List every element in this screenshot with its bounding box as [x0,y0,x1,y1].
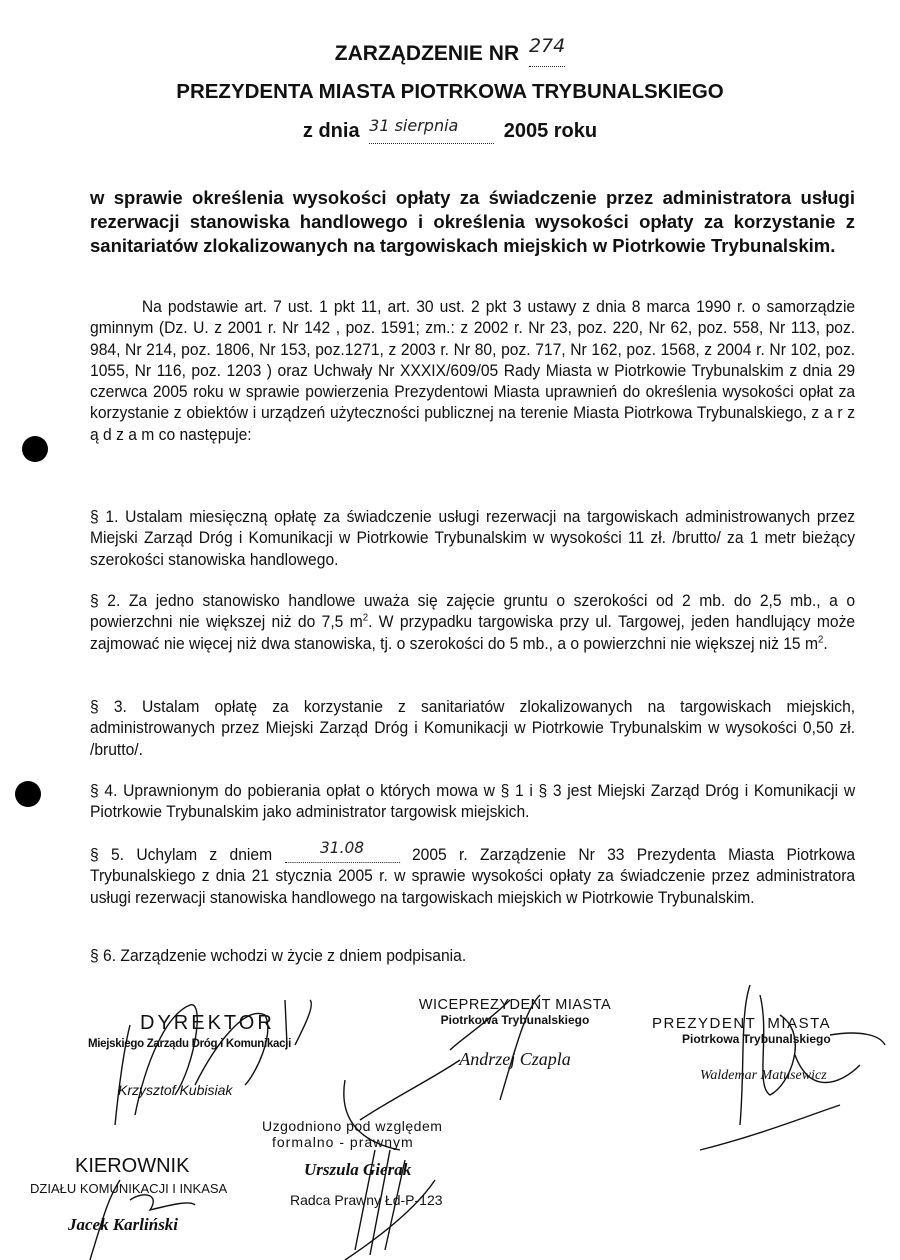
preamble: Na podstawie art. 7 ust. 1 pkt 11, art. 30 ust. 2 pkt 3 ustawy z dnia 8 marca 1990 r. o samorządzie gminnym (Dz. U. z 2001 r. Nr 142 , poz. 1591; zm.: z 2002 r. Nr 23, poz. 220, Nr 62, poz. 558, Nr 113, poz. 984, Nr 214, poz. 1806, Nr 153, poz.1271, z 2003 r. Nr 80, poz. 717, Nr 162, poz. 1568, z 2004 r. Nr 102, poz. 1055, Nr 116, poz. 1203 ) oraz Uchwały Nr XXXIX/609/05 Rady Miasta w Piotrkowie Trybunalskim z dnia 29 czerwca 2005 roku w sprawie powierzenia Prezydentowi Miasta uprawnień do określenia wysokości opłat za korzystanie z obiektów i urządzeń użyteczności publicznej na terenie Miasta Piotrkowa Trybunalskiego, z a r z ą d z a m co następuje: [90,298,856,444]
paragraph-2-text-b: . W przypadku targowiska przy ul. Targowej, jeden handlujący może zajmować nie więcej niż dwa stanowiska, tj. o szerokości do 5 mb., a o powierzchni nie większej niż 15 m [90,613,856,653]
repeal-date-handwritten: 31.08 [320,838,365,857]
vice-president-unit: Piotrkowa Trybunalskiego [440,1013,590,1027]
head-unit: DZIAŁU KOMUNIKACJI I INKASA [30,1181,228,1196]
punch-hole [15,781,41,807]
legal-note-line1: Uzgodniono pod względem [262,1118,443,1134]
superscript: 2 [362,612,369,624]
order-number-handwritten: 274 [528,35,566,57]
paragraph-5-text-b: 2005 r. Zarządzenie Nr 33 Prezydenta Miasta Piotrkowa Trybunalskiego z dnia 21 stycznia 2005 r. w sprawie wysokości opłaty za świadczenie przez administratora usługi rezerwacji stanowiska handlowego na targowiskach miejskich w Piotrkowie Trybunalskim. [90,846,856,907]
director-unit: Miejskiego Zarządu Dróg i Komunikacji [88,1038,291,1050]
president-name: Waldemar Matusewicz [700,1068,827,1083]
date-suffix: 2005 roku [503,120,598,142]
president-unit: Piotrkowa Trybunalskiego [682,1032,831,1046]
document-date [0,116,900,144]
legal-advisor-role: Radca Prawny Łd-P-123 [290,1192,443,1208]
president-title: PREZYDENT MIASTA [652,1015,832,1032]
head-title: KIEROWNIK [75,1155,190,1177]
paragraph-5-text-a: § 5. Uchylam z dniem [90,846,273,864]
handwritten-signature [700,975,890,1155]
paragraph-1: § 1. Ustalam miesięczną opłatę za świadczenie usługi rezerwacji na targowiskach administrowanych przez Miejski Zarząd Dróg i Komunikacji w Piotrkowie Trybunalskim w wysokości 11 zł. /brutto/ za 1 metr bieżący szerokości stanowiska handlowego. [90,508,856,569]
legal-advisor-name: Urszula Gierak [304,1160,412,1179]
handwritten-signature [335,1150,455,1260]
date-handwritten: 31 sierpnia [369,116,459,135]
document-title [0,35,900,67]
issuing-authority: PREZYDENTA MIASTA PIOTRKOWA TRYBUNALSKIEGO [176,80,724,103]
legal-note-line2: formalno - prawnym [272,1134,414,1150]
vice-president-title: WICEPREZYDENT MIASTA [418,997,612,1013]
director-name: Krzysztof Kubisiak [118,1082,233,1098]
paragraph-2 [90,591,855,655]
subject: w sprawie określenia wysokości opłaty za świadczenie przez administratora usługi rezerwacji stanowiska handlowego i określenia wysokości opłaty za korzystanie z sanitariatów zlokalizowanych na targowiskach miejskich w Piotrkowie Trybunalskim. [90,187,855,256]
vice-president-name: Andrzej Czapla [459,1049,571,1069]
paragraph-6: § 6. Zarządzenie wchodzi w życie z dniem podpisania. [90,947,467,965]
head-name: Jacek Karliński [68,1215,179,1234]
superscript: 2 [817,634,824,646]
director-title: DYREKTOR [140,1012,275,1034]
paragraph-2-text-c: . [823,634,828,653]
paragraph-3: § 3. Ustalam opłatę za korzystanie z sanitariatów zlokalizowanych na targowiskach miejskich, administrowanych przez Miejski Zarząd Dróg i Komunikacji w Piotrkowie Trybunalskim w wysokości 0,50 zł. /brutto/. [90,698,856,759]
handwritten-signature [95,985,335,1125]
punch-hole [22,436,48,462]
paragraph-4: § 4. Uprawnionym do pobierania opłat o których mowa w § 1 i § 3 jest Miejski Zarząd Dróg i Komunikacji w Piotrkowie Trybunalskim jako administrator targowisk miejskich. [90,782,856,822]
title-prefix: ZARZĄDZENIE NR [334,42,520,65]
paragraph-2-text-a: § 2. Za jedno stanowisko handlowe uważa się zajęcie gruntu o szerokości od 2 mb. do 2,5 mb., a o powierzchni nie większej niż do 7,5 m [90,592,856,632]
date-prefix: z dnia [302,120,360,142]
paragraph-5 [90,838,856,909]
handwritten-signature [50,1180,200,1260]
